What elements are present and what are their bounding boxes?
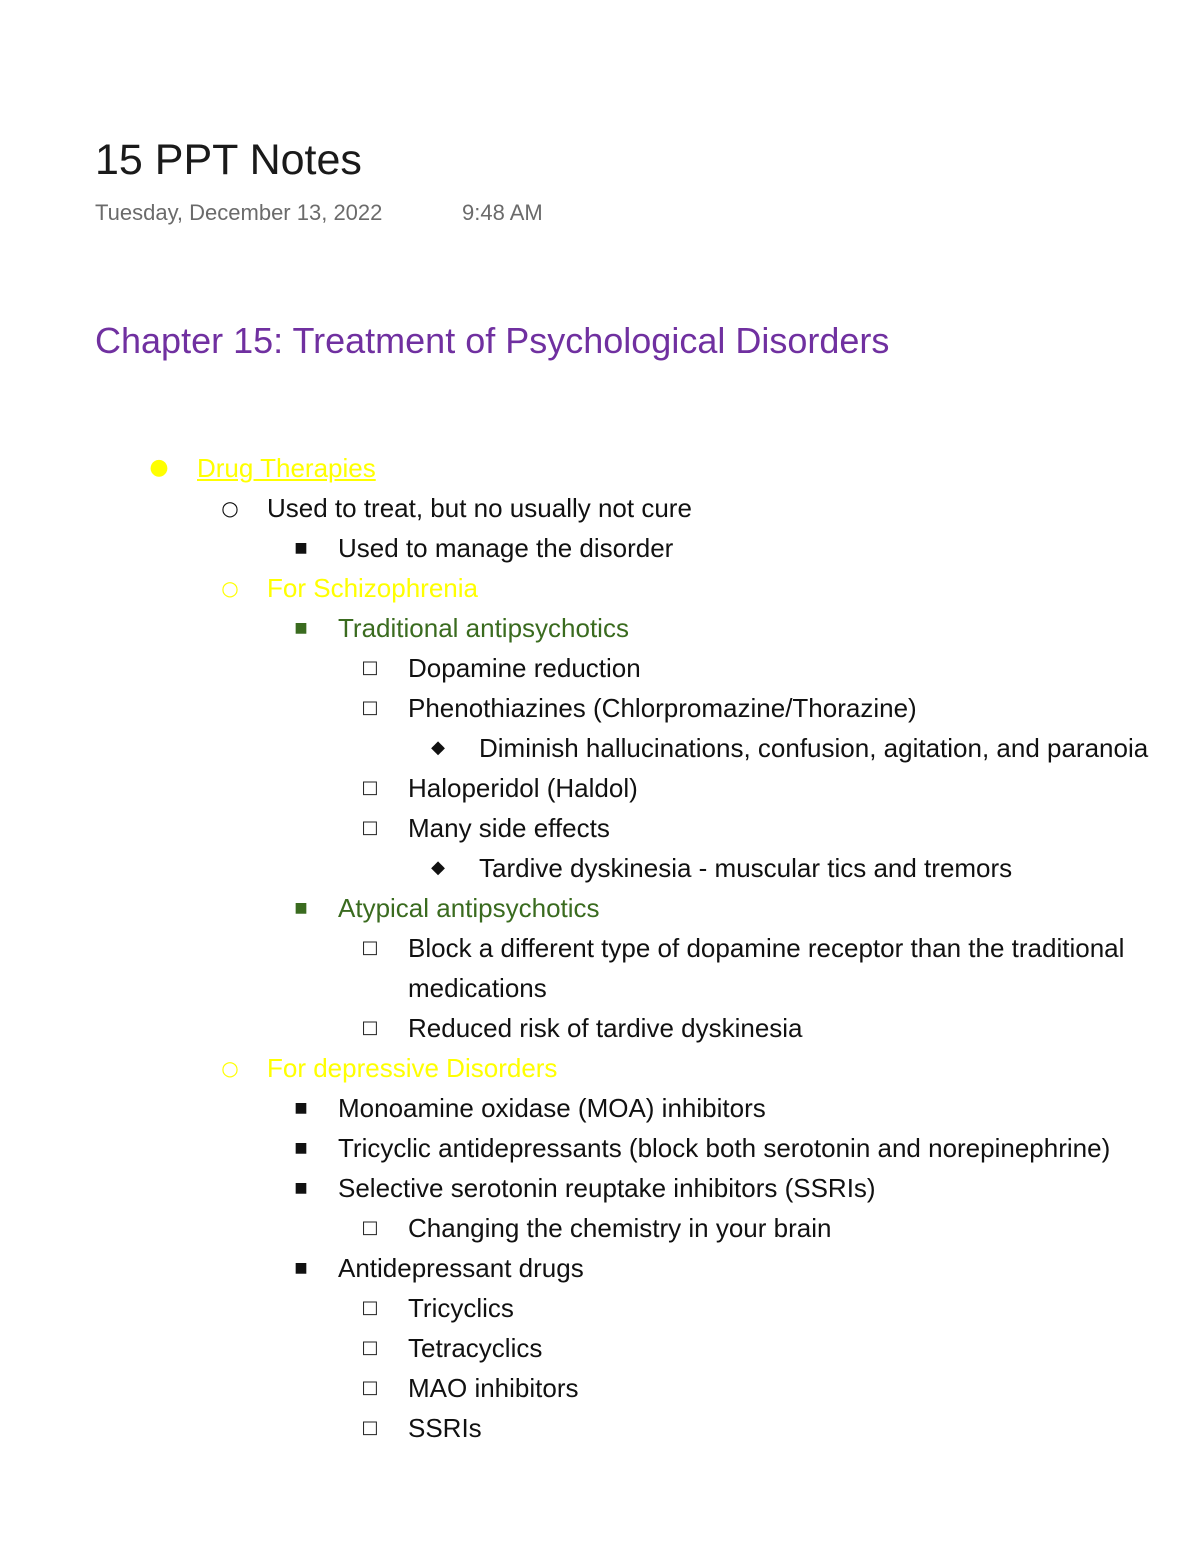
outline-text: Haloperidol (Haldol) bbox=[408, 773, 638, 803]
outline-item bbox=[0, 888, 1200, 928]
outline-item bbox=[0, 688, 1200, 728]
filled-square-bullet-icon: ■ bbox=[294, 900, 308, 916]
outline-text: Dopamine reduction bbox=[408, 653, 641, 683]
outline-item-schizophrenia bbox=[0, 568, 1200, 608]
outline-text: Selective serotonin reuptake inhibitors (SSRIs) bbox=[338, 1173, 876, 1203]
diamond-bullet-icon: ◆ bbox=[431, 737, 445, 758]
outline-text: Traditional antipsychotics bbox=[338, 613, 629, 643]
notes-outline bbox=[0, 448, 1200, 1448]
outline-text: Diminish hallucinations, confusion, agitation, and paranoia bbox=[479, 733, 1149, 763]
hollow-square-bullet-icon: □ bbox=[361, 1217, 379, 1238]
outline-text: Tricyclic antidepressants (block both serotonin and norepinephrine) bbox=[338, 1133, 1111, 1163]
hollow-circle-bullet-icon: ○ bbox=[221, 576, 239, 600]
hollow-square-bullet-icon: □ bbox=[361, 1297, 379, 1318]
outline-item bbox=[0, 648, 1200, 688]
outline-item bbox=[0, 1088, 1200, 1128]
outline-text: Tardive dyskinesia - muscular tics and tremors bbox=[479, 853, 1013, 883]
filled-square-bullet-icon: ■ bbox=[294, 1260, 308, 1276]
outline-text: Reduced risk of tardive dyskinesia bbox=[408, 1013, 803, 1043]
outline-text: Monoamine oxidase (MOA) inhibitors bbox=[338, 1093, 766, 1123]
outline-text: Changing the chemistry in your brain bbox=[408, 1213, 832, 1243]
hollow-square-bullet-icon: □ bbox=[361, 1417, 379, 1438]
hollow-circle-bullet-icon: ○ bbox=[221, 1056, 239, 1080]
chapter-heading: Chapter 15: Treatment of Psychological Disorders bbox=[95, 320, 890, 361]
outline-text: Many side effects bbox=[408, 813, 610, 843]
outline-text: MAO inhibitors bbox=[408, 1373, 579, 1403]
filled-square-bullet-icon: ■ bbox=[294, 1100, 308, 1116]
filled-square-bullet-icon: ■ bbox=[294, 620, 308, 636]
outline-item bbox=[0, 528, 1200, 568]
outline-subheading: For depressive Disorders bbox=[267, 1053, 558, 1083]
outline-text: Atypical antipsychotics bbox=[338, 893, 600, 923]
outline-item bbox=[0, 808, 1200, 848]
outline-item-depressive-disorders bbox=[0, 1048, 1200, 1088]
page-title: 15 PPT Notes bbox=[95, 136, 362, 184]
outline-item bbox=[0, 1208, 1200, 1248]
hollow-square-bullet-icon: □ bbox=[361, 817, 379, 838]
hollow-square-bullet-icon: □ bbox=[361, 1017, 379, 1038]
outline-item bbox=[0, 1328, 1200, 1368]
outline-text: Used to manage the disorder bbox=[338, 533, 674, 563]
outline-item bbox=[0, 608, 1200, 648]
outline-item bbox=[0, 848, 1200, 888]
outline-text: SSRIs bbox=[408, 1413, 482, 1443]
outline-item bbox=[0, 768, 1200, 808]
outline-item bbox=[0, 1248, 1200, 1288]
outline-text: Tricyclics bbox=[408, 1293, 514, 1323]
outline-item-drug-therapies bbox=[0, 448, 1200, 488]
page-date: Tuesday, December 13, 2022 bbox=[95, 200, 383, 225]
page-time: 9:48 AM bbox=[462, 200, 543, 225]
outline-item bbox=[0, 1168, 1200, 1208]
outline-text: Used to treat, but no usually not cure bbox=[267, 493, 692, 523]
outline-item bbox=[0, 1008, 1200, 1048]
outline-heading: Drug Therapies bbox=[197, 453, 376, 483]
outline-text: Tetracyclics bbox=[408, 1333, 543, 1363]
filled-square-bullet-icon: ■ bbox=[294, 1140, 308, 1156]
hollow-square-bullet-icon: □ bbox=[361, 657, 379, 678]
hollow-square-bullet-icon: □ bbox=[361, 777, 379, 798]
outline-text: Phenothiazines (Chlorpromazine/Thorazine) bbox=[408, 693, 917, 723]
hollow-square-bullet-icon: □ bbox=[361, 937, 379, 958]
filled-square-bullet-icon: ■ bbox=[294, 540, 308, 556]
hollow-circle-bullet-icon: ○ bbox=[221, 496, 239, 520]
outline-item bbox=[0, 728, 1200, 768]
outline-text: Block a different type of dopamine receptor than the traditional medications bbox=[408, 933, 1125, 1003]
hollow-square-bullet-icon: □ bbox=[361, 1377, 379, 1398]
filled-circle-bullet-icon: ● bbox=[149, 455, 169, 480]
outline-item bbox=[0, 1128, 1200, 1168]
outline-item bbox=[0, 1408, 1200, 1448]
outline-item bbox=[0, 928, 1200, 1008]
outline-item bbox=[0, 488, 1200, 528]
filled-square-bullet-icon: ■ bbox=[294, 1180, 308, 1196]
outline-text: Antidepressant drugs bbox=[338, 1253, 584, 1283]
hollow-square-bullet-icon: □ bbox=[361, 697, 379, 718]
outline-subheading: For Schizophrenia bbox=[267, 573, 478, 603]
diamond-bullet-icon: ◆ bbox=[431, 857, 445, 878]
outline-item bbox=[0, 1288, 1200, 1328]
hollow-square-bullet-icon: □ bbox=[361, 1337, 379, 1358]
outline-item bbox=[0, 1368, 1200, 1408]
